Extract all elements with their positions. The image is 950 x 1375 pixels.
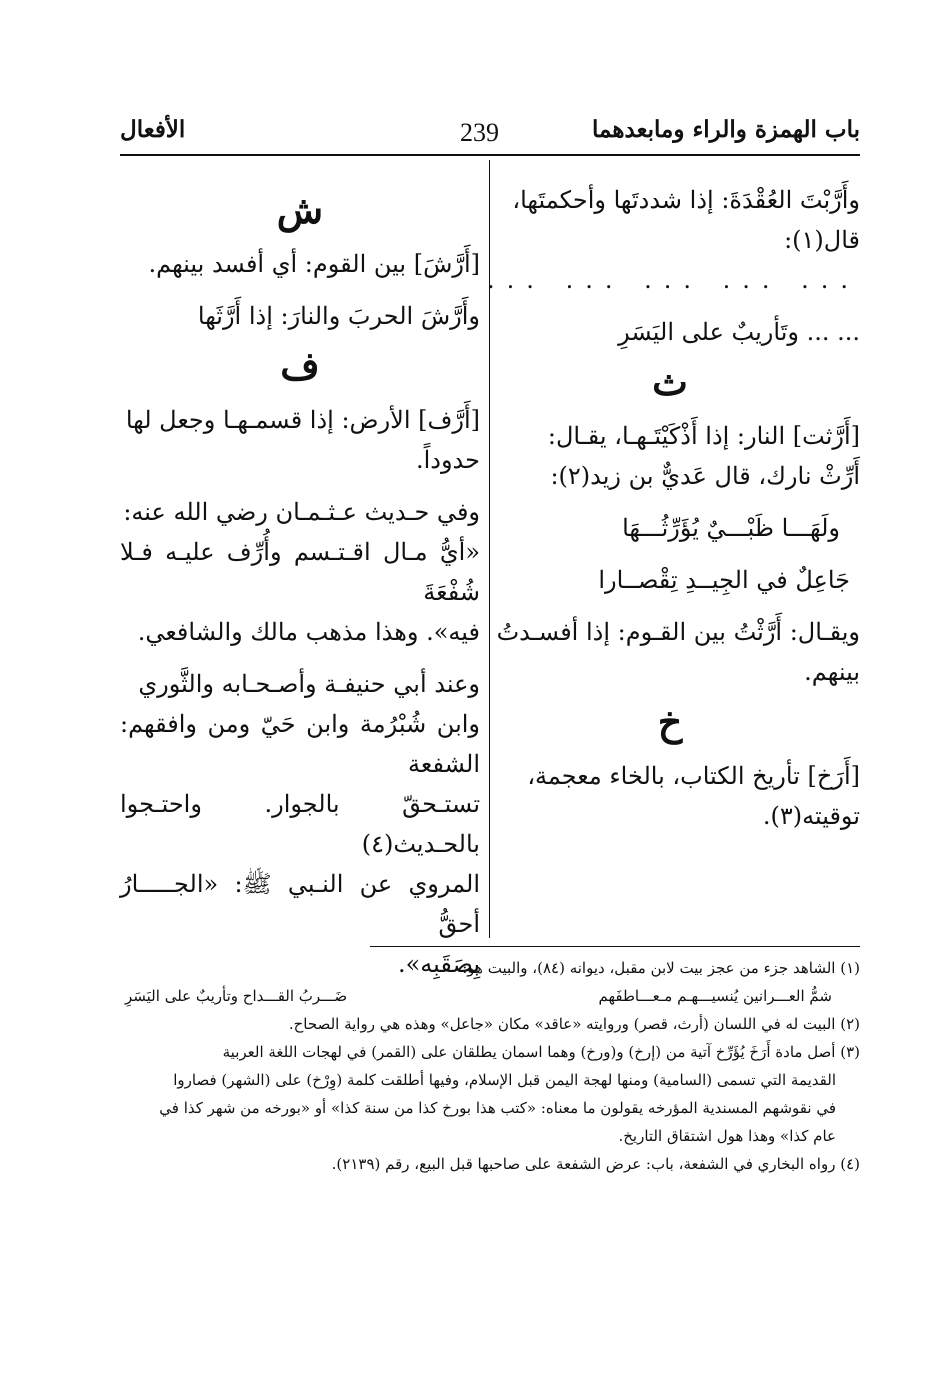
- letter-heading-tha: ث: [652, 359, 688, 404]
- text-line: «أيُّ مـال اقـتـسم وأُرِّف عليـه فـلا شُفْعَةَ: [120, 538, 480, 606]
- text-line: المروي عن النـبي ﷺ: «الجـــــارُ أحقُّ: [120, 870, 480, 938]
- text-line: [أَرَخ] تأريخ الكتاب، بالخاء معجمة،: [527, 762, 860, 790]
- text-line: وأَرَّبْتَ العُقْدَةَ: إذا شددتَها وأحكمتَها،: [512, 186, 860, 214]
- header-rule: [120, 154, 860, 156]
- verse-line: جَاعِلٌ في الجِيــدِ تِقْصــارا: [598, 566, 850, 594]
- text-line: بينهم.: [804, 658, 860, 686]
- text-line: وأَرَّشَ الحربَ والنارَ: إذا أَرَّثَها: [197, 302, 480, 330]
- ellipsis-line: ... ... ... ... ...: [487, 266, 860, 294]
- verse-line: ... ... وتَأريبٌ على اليَسَرِ: [618, 318, 860, 346]
- text-line: ويقـال: أَرَّثْتُ بين القـوم: إذا أفسـدتُ: [496, 618, 860, 646]
- text-line: أَرِّثْ نارك، قال عَديٌّ بن زيد(٢):: [550, 462, 860, 490]
- footnote-1: (١) الشاهد جزء من عجز بيت لابن مقبل، ديوانه (٨٤)، والبيت هو:: [462, 959, 860, 977]
- footnote-rule: [370, 946, 860, 947]
- chapter-title: باب الهمزة والراء ومابعدهما: [592, 116, 860, 143]
- footnote-3-cont: القديمة التي تسمى (السامية) ومنها لهجة اليمن قبل الإسلام، وفيها أطلقت كلمة (وِرْخ) على (الشهر) فصاروا: [173, 1071, 836, 1089]
- footnote-3-cont: في نقوشهم المسندية المؤرخه يقولون ما معناه: «كتب هذا بورخ كذا من سنة كذا» أو «بورخه من شهر كذا في: [159, 1099, 836, 1117]
- verse-hemistich-b: ضَـــربُ القـــداح وتأريبٌ على اليَسَرِ: [125, 987, 348, 1005]
- right-column: [480, 180, 860, 836]
- text-line: وعند أبي حنيفـة وأصـحـابه والثَّوري: [138, 670, 480, 698]
- text-line: فيه». وهذا مذهب مالك والشافعي.: [137, 618, 480, 646]
- text-line: [أَرَّثت] النار: إذا أَذْكَيْتَـهـا، يقـال:: [547, 422, 860, 450]
- footnote-3-cont: عام كذا» وهذا هول اشتقاق التاريخ.: [618, 1127, 836, 1145]
- text-line: [أَرَّشَ] بين القوم: أي أفسد بينهم.: [148, 250, 480, 278]
- text-line: توقيته(٣).: [762, 802, 860, 830]
- footnote-2: (٢) البيت له في اللسان (أرث، قصر) وروايته «عاقد» مكان «جاعل» وهذه هي رواية الصحاح.: [288, 1015, 860, 1033]
- left-column: [120, 180, 480, 984]
- text-line: قال(١):: [784, 226, 860, 254]
- footnotes: [115, 954, 860, 1178]
- letter-heading-fa: ف: [280, 343, 320, 388]
- text-line: وابن شُبْرُمة وابن حَيّ ومن وافقهم: الشفعة: [120, 710, 480, 778]
- text-line: حدوداً.: [415, 446, 480, 474]
- letter-heading-shin: ش: [276, 187, 324, 232]
- verse-hemistich-a: شمُّ العـــرانين يُنسيـــهـم مـعـــاطفَهم: [598, 987, 832, 1005]
- text-line: بِصَقَبِه».: [397, 950, 480, 978]
- text-line: تستـحقّ بالجوار. واحتـجوا بالحـديث(٤): [120, 790, 480, 858]
- page-header: [120, 112, 860, 152]
- verse-line: ولَهَـــا ظَبْـــيٌ يُؤَرِّثُـــهَا: [622, 514, 840, 542]
- footnote-3: (٣) أصل مادة أَرَخَ يُؤَرِّخ آتية من (إرخ) و(ورخ) وهما اسمان يطلقان على (القمر) في لهجات اللغة العربية: [222, 1043, 860, 1061]
- text-line: وفي حـديث عـثـمـان رضي الله عنه:: [123, 498, 480, 526]
- section-title: الأفعال: [120, 116, 186, 143]
- page-number: 239: [460, 118, 499, 147]
- footnote-4: (٤) رواه البخاري في الشفعة، باب: عرض الشفعة على صاحبها قبل البيع، رقم (٢١٣٩).: [331, 1155, 860, 1173]
- text-line: [أَرَّف] الأرض: إذا قسمـهـا وجعل لها: [125, 406, 480, 434]
- letter-heading-kha: خ: [657, 699, 683, 744]
- footnote-verse: [115, 982, 860, 1010]
